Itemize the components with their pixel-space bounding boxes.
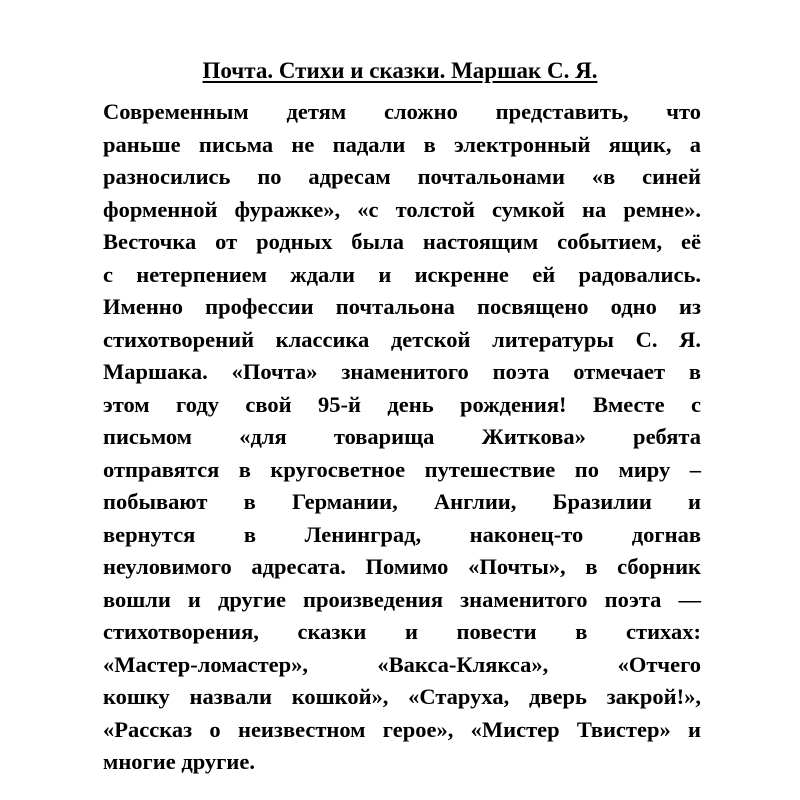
paragraph-line: вернутся в Ленинград, наконец-то догнав	[103, 521, 701, 547]
paragraph-line: стихотворения, сказки и повести в стихах:	[103, 619, 701, 644]
paragraph-line: Маршака. «Почта» знаменитого поэта отмечает в	[103, 359, 701, 384]
paragraph-line: этом году свой 95-й день рождения! Вместе с	[103, 391, 701, 417]
paragraph-line: с нетерпением ждали и искренне ей радовались.	[103, 261, 701, 287]
paragraph-line: письмом «для товарища Житкова» ребята	[103, 424, 701, 449]
paragraph-line: «Мастер-ломастер», «Вакса-Клякса», «Отчего	[103, 651, 701, 677]
document-title: Почта. Стихи и сказки. Маршак С. Я.	[202, 58, 598, 83]
body-paragraph	[103, 96, 701, 779]
paragraph-line: стихотворений классика детской литературы С. Я.	[103, 326, 701, 352]
paragraph-line: кошку назвали кошкой», «Старуха, дверь закрой!»,	[103, 684, 701, 709]
paragraph-line: отправятся в кругосветное путешествие по миру –	[103, 456, 701, 482]
paragraph-line: раньше письма не падали в электронный ящик, а	[103, 131, 701, 157]
paragraph-line: многие другие.	[103, 749, 255, 774]
paragraph-line: «Рассказ о неизвестном герое», «Мистер Твистер» и	[103, 716, 701, 742]
paragraph-line: неуловимого адресата. Помимо «Почты», в сборник	[103, 554, 701, 579]
paragraph-line: Весточка от родных была настоящим событием, её	[103, 229, 701, 254]
paragraph-line: форменной фуражке», «с толстой сумкой на ремне».	[103, 196, 701, 222]
paragraph-line: разносились по адресам почтальонами «в синей	[103, 164, 701, 189]
paragraph-line: Именно профессии почтальона посвящено одно из	[103, 294, 701, 319]
paragraph-line: Современным детям сложно представить, что	[103, 99, 701, 124]
paragraph-line: побывают в Германии, Англии, Бразилии и	[103, 489, 701, 514]
paragraph-line: вошли и другие произведения знаменитого поэта —	[103, 586, 701, 612]
